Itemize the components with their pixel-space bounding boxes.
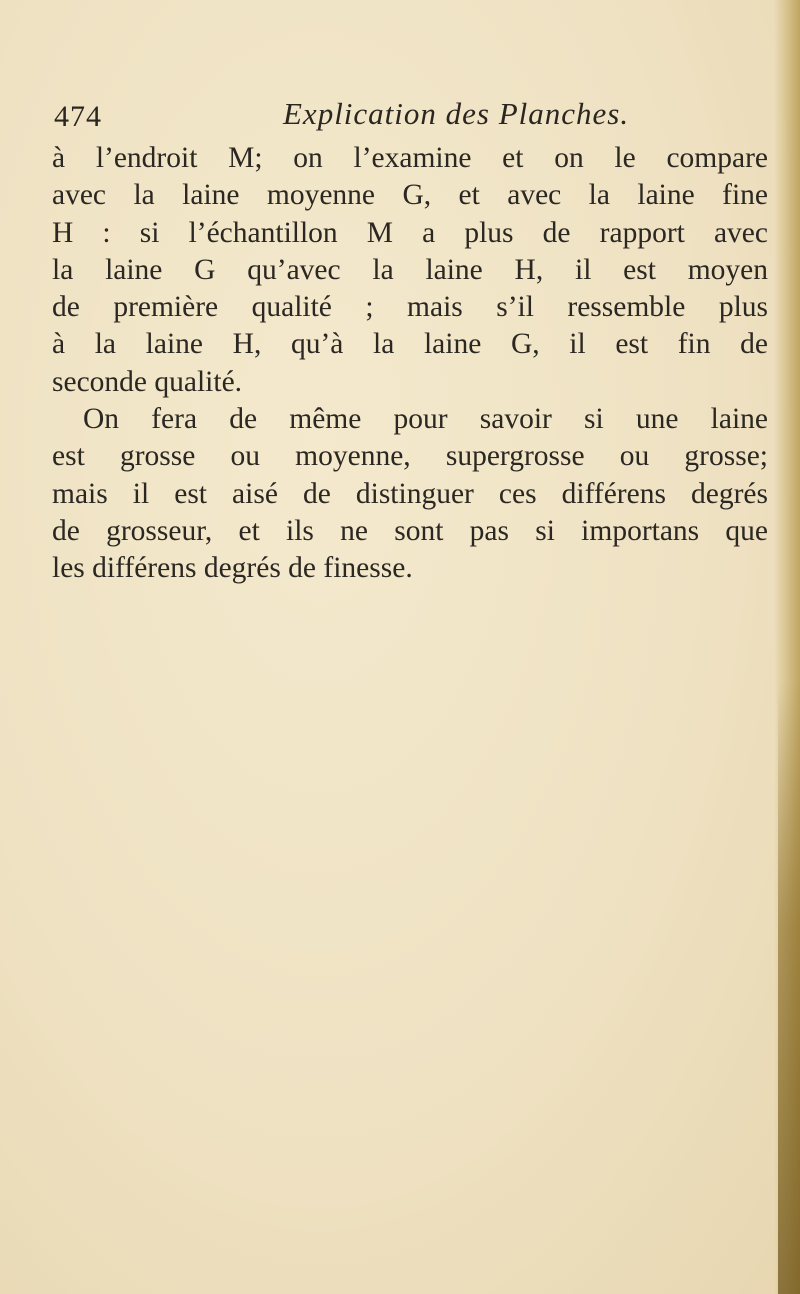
- running-head: [54, 96, 754, 136]
- text-line: H : si l’échantillon M a plus de rapport avec: [52, 216, 768, 249]
- paragraph-start-line: On fera de même pour savoir si une laine: [83, 403, 768, 436]
- page-number: 474: [54, 100, 102, 133]
- text-line: avec la laine moyenne G, et avec la laine fine: [52, 179, 768, 212]
- body-text: [52, 140, 772, 588]
- text-line: de première qualité ; mais s’il ressemble plus: [52, 291, 768, 324]
- page-edge-stain: [778, 680, 800, 1294]
- text-line: à la laine H, qu’à la laine G, il est fin de: [52, 328, 768, 361]
- text-line: la laine G qu’avec la laine H, il est moyen: [52, 253, 768, 286]
- text-line: les différens degrés de finesse.: [52, 552, 413, 585]
- text-line: est grosse ou moyenne, supergrosse ou grosse;: [52, 440, 768, 473]
- running-title: Explication des Planches.: [283, 96, 630, 131]
- text-line: de grosseur, et ils ne sont pas si importans que: [52, 514, 768, 547]
- text-line: à l’endroit M; on l’examine et on le compare: [52, 142, 768, 174]
- text-line: mais il est aisé de distinguer ces différens degrés: [52, 477, 768, 510]
- text-line: seconde qualité.: [52, 365, 243, 398]
